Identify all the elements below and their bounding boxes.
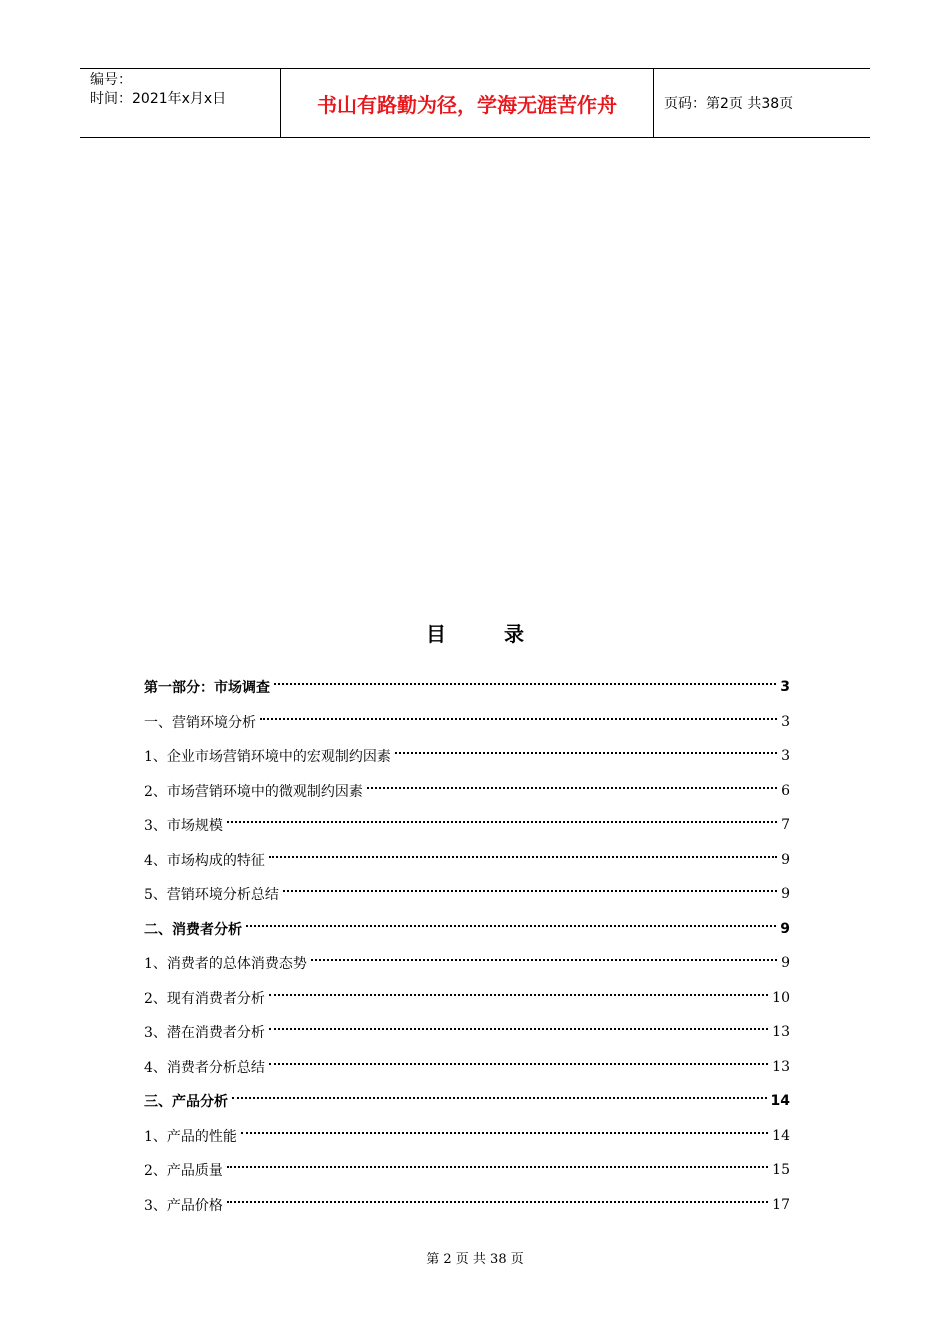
toc-entry[interactable] <box>144 1119 790 1154</box>
toc-dot-leader <box>311 959 777 961</box>
toc-entry[interactable] <box>144 877 790 912</box>
toc-entry-page: 9 <box>781 886 790 903</box>
toc-entry[interactable] <box>144 946 790 981</box>
toc-entry-page: 3 <box>780 679 790 696</box>
header-meta <box>80 69 280 137</box>
toc-entry-page: 3 <box>781 713 790 730</box>
toc-entry-label: 4、消费者分析总结 <box>144 1059 265 1076</box>
toc-entry-label: 1、企业市场营销环境中的宏观制约因素 <box>144 749 391 766</box>
toc-title <box>0 618 950 647</box>
toc-dot-leader <box>232 1097 767 1099</box>
toc-entry-label: 3、市场规模 <box>144 818 223 835</box>
toc-entry[interactable] <box>144 1084 790 1119</box>
toc-entry-page: 14 <box>770 1093 790 1110</box>
toc-entry[interactable] <box>144 981 790 1016</box>
toc-entry-label: 二、消费者分析 <box>144 921 242 938</box>
toc-entry-label: 2、现有消费者分析 <box>144 990 265 1007</box>
toc-dot-leader <box>367 787 777 789</box>
toc-entry-label: 三、产品分析 <box>144 1094 228 1111</box>
toc-entry-label: 1、产品的性能 <box>144 1128 237 1145</box>
toc-entry-page: 14 <box>772 1127 790 1144</box>
toc-entry-page: 9 <box>781 955 790 972</box>
toc-entry-page: 9 <box>780 920 790 937</box>
toc-entry[interactable] <box>144 912 790 947</box>
toc-entry-label: 4、市场构成的特征 <box>144 852 265 869</box>
header-page-info: 页码：第2页 共38页 <box>664 96 794 112</box>
toc-entry-label: 一、营销环境分析 <box>144 714 256 731</box>
toc-entry[interactable] <box>144 739 790 774</box>
toc-entry[interactable] <box>144 843 790 878</box>
toc-title-right: 录 <box>504 622 524 646</box>
toc-dot-leader <box>227 821 777 823</box>
toc-entry-label: 2、产品质量 <box>144 1163 223 1180</box>
toc-entry[interactable] <box>144 774 790 809</box>
toc-entry-label: 3、潜在消费者分析 <box>144 1025 265 1042</box>
toc-dot-leader <box>283 890 777 892</box>
toc-entry-page: 13 <box>772 1058 790 1075</box>
toc-entry-page: 15 <box>772 1162 790 1179</box>
toc-dot-leader <box>227 1166 768 1168</box>
toc-dot-leader <box>274 683 776 685</box>
toc-entry[interactable] <box>144 808 790 843</box>
toc-title-left: 目 <box>426 622 446 646</box>
toc-entry-page: 6 <box>781 782 790 799</box>
toc-dot-leader <box>395 752 777 754</box>
toc-entry-page: 10 <box>772 989 790 1006</box>
toc-entry[interactable] <box>144 705 790 740</box>
document-number-label: 编号： <box>90 72 132 88</box>
toc-dot-leader <box>269 1063 768 1065</box>
toc-entry-page: 9 <box>781 851 790 868</box>
toc-dot-leader <box>227 1201 768 1203</box>
toc-entry[interactable] <box>144 670 790 705</box>
page-header <box>80 68 870 138</box>
toc-entry[interactable] <box>144 1153 790 1188</box>
toc-entry-page: 17 <box>772 1196 790 1213</box>
toc-dot-leader <box>260 718 777 720</box>
toc-entry-page: 7 <box>781 817 790 834</box>
page-footer: 第 2 页 共 38 页 <box>426 1252 524 1267</box>
toc-entry-page: 13 <box>772 1024 790 1041</box>
toc-dot-leader <box>269 1028 768 1030</box>
toc-dot-leader <box>269 856 777 858</box>
toc-entry-page: 3 <box>781 748 790 765</box>
toc-entry[interactable] <box>144 1050 790 1085</box>
header-motto: 书山有路勤为径，学海无涯苦作舟 <box>280 69 654 137</box>
toc-dot-leader <box>269 994 768 996</box>
toc-entry-label: 2、市场营销环境中的微观制约因素 <box>144 783 363 800</box>
toc-entry[interactable] <box>144 1188 790 1223</box>
document-date: 时间：2021年x月x日 <box>90 91 227 107</box>
toc-entry[interactable] <box>144 1015 790 1050</box>
toc-entry-label: 第一部分：市场调查 <box>144 680 270 697</box>
table-of-contents <box>144 670 790 1222</box>
toc-entry-label: 1、消费者的总体消费态势 <box>144 956 307 973</box>
toc-dot-leader <box>241 1132 768 1134</box>
toc-entry-label: 5、营销环境分析总结 <box>144 887 279 904</box>
toc-dot-leader <box>246 925 776 927</box>
toc-entry-label: 3、产品价格 <box>144 1197 223 1214</box>
